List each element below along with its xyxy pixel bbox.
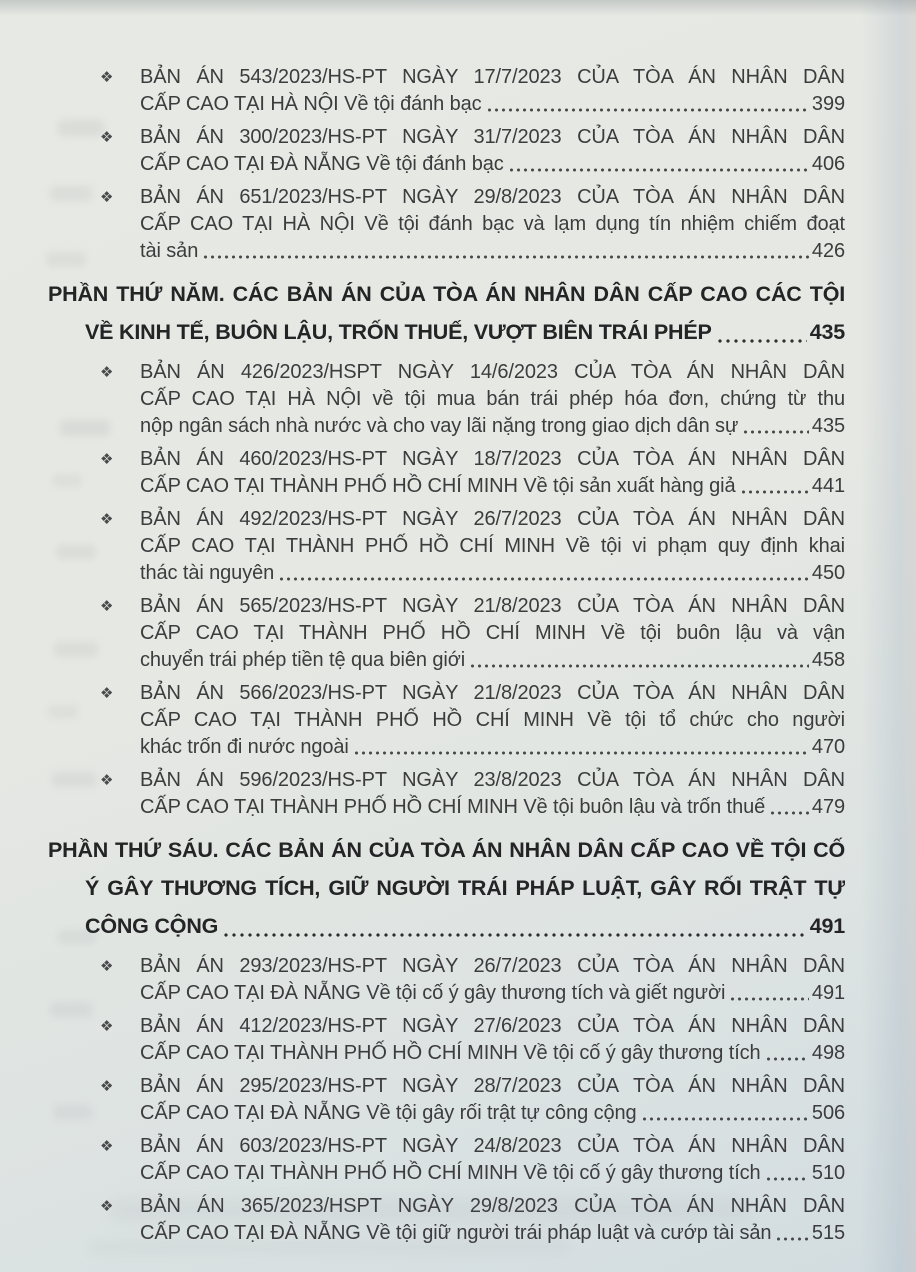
entry-text-line: BẢN ÁN 295/2023/HS-PT NGÀY 28/7/2023 CỦA TÒA ÁN NHÂN DÂN <box>140 1075 845 1097</box>
page-number: 426 <box>811 240 845 262</box>
toc-entry <box>48 680 845 761</box>
page-number: 458 <box>811 649 845 671</box>
entry-text-line: BẢN ÁN 365/2023/HSPT NGÀY 29/8/2023 CỦA TÒA ÁN NHÂN DÂN <box>140 1195 845 1217</box>
page-number: 450 <box>811 562 845 584</box>
entry-text-line: BẢN ÁN 293/2023/HS-PT NGÀY 26/7/2023 CỦA TÒA ÁN NHÂN DÂN <box>140 955 845 977</box>
diamond-bullet-icon: ❖ <box>100 451 114 468</box>
entry-text-line: BẢN ÁN 566/2023/HS-PT NGÀY 21/8/2023 CỦA TÒA ÁN NHÂN DÂN <box>140 682 845 704</box>
entry-text-line: CẤP CAO TẠI ĐÀ NẴNG Về tội cố ý gây thương tích và giết người <box>140 982 726 1004</box>
diamond-bullet-icon: ❖ <box>100 1078 114 1095</box>
dot-leader <box>729 996 809 1002</box>
entry-text-line: CẤP CAO TẠI ĐÀ NẴNG Về tội đánh bạc <box>140 153 504 175</box>
diamond-bullet-icon: ❖ <box>100 598 114 615</box>
toc-entry <box>48 506 845 587</box>
toc-entry <box>48 593 845 674</box>
toc-entry <box>48 64 845 118</box>
dot-leader <box>353 750 809 756</box>
toc-entry <box>48 1133 845 1187</box>
dot-leader <box>508 167 809 173</box>
diamond-bullet-icon: ❖ <box>100 129 114 146</box>
toc-entry <box>48 184 845 265</box>
entry-text-line: thác tài nguyên <box>140 562 275 584</box>
dot-leader <box>202 254 809 260</box>
toc-entry <box>48 1073 845 1127</box>
bleed-through-mark <box>52 772 96 787</box>
entry-text-line: CẤP CAO TẠI HÀ NỘI Về tội đánh bạc <box>140 93 482 115</box>
entry-text-line: CẤP CAO TẠI THÀNH PHỐ HỒ CHÍ MINH Về tội buôn lậu và trốn thuế <box>140 796 766 818</box>
page-number: 441 <box>811 475 845 497</box>
page-number: 506 <box>811 1102 845 1124</box>
entry-text-line: BẢN ÁN 543/2023/HS-PT NGÀY 17/7/2023 CỦA TÒA ÁN NHÂN DÂN <box>140 66 845 88</box>
diamond-bullet-icon: ❖ <box>100 1138 114 1155</box>
entry-text-line: CẤP CAO TẠI HÀ NỘI Về tội đánh bạc và lạm dụng tín nhiệm chiếm đoạt <box>140 213 845 235</box>
bleed-through-mark <box>54 642 98 657</box>
page-number: 498 <box>811 1042 845 1064</box>
dot-leader <box>716 338 807 344</box>
diamond-bullet-icon: ❖ <box>100 189 114 206</box>
entry-text-line: khác trốn đi nước ngoài <box>140 736 349 758</box>
bleed-through-mark <box>56 545 96 559</box>
bleed-through-mark <box>54 1105 92 1119</box>
bleed-through-mark <box>110 1198 750 1222</box>
bleed-through-mark <box>90 1240 570 1254</box>
page-number: 435 <box>811 415 845 437</box>
section-title-line: PHẦN THỨ NĂM. CÁC BẢN ÁN CỦA TÒA ÁN NHÂN DÂN CẤP CAO CÁC TỘI <box>48 282 845 306</box>
entry-text-line: CẤP CAO TẠI THÀNH PHỐ HỒ CHÍ MINH Về tội tổ chức cho người <box>140 709 845 731</box>
page-number: 399 <box>811 93 845 115</box>
dot-leader <box>765 1176 809 1182</box>
section-title-line: VỀ KINH TẾ, BUÔN LẬU, TRỐN THUẾ, VƯỢT BIÊN TRÁI PHÉP <box>85 320 712 344</box>
dot-leader <box>641 1116 809 1122</box>
entry-text-line: CẤP CAO TẠI HÀ NỘI về tội mua bán trái phép hóa đơn, chứng từ thu <box>140 388 845 410</box>
section-title-line: CÔNG CỘNG <box>85 914 219 938</box>
entry-text-line: BẢN ÁN 460/2023/HS-PT NGÀY 18/7/2023 CỦA TÒA ÁN NHÂN DÂN <box>140 448 845 470</box>
toc-entry <box>48 359 845 440</box>
entry-text-line: CẤP CAO TẠI THÀNH PHỐ HỒ CHÍ MINH Về tội cố ý gây thương tích <box>140 1162 761 1184</box>
dot-leader <box>278 576 809 582</box>
dot-leader <box>769 810 809 816</box>
page-number: 479 <box>811 796 845 818</box>
dot-leader <box>775 1236 808 1242</box>
section-heading-part-six <box>48 831 845 945</box>
bleed-through-mark <box>48 705 78 718</box>
dot-leader <box>740 489 809 495</box>
entry-text-line: BẢN ÁN 492/2023/HS-PT NGÀY 26/7/2023 CỦA TÒA ÁN NHÂN DÂN <box>140 508 845 530</box>
entry-text-line: chuyển trái phép tiền tệ qua biên giới <box>140 649 466 671</box>
page-number: 491 <box>811 982 845 1004</box>
entry-text-line: BẢN ÁN 565/2023/HS-PT NGÀY 21/8/2023 CỦA TÒA ÁN NHÂN DÂN <box>140 595 845 617</box>
bleed-through-mark <box>58 120 104 136</box>
page-number: 435 <box>809 320 845 344</box>
section-title-line: PHẦN THỨ SÁU. CÁC BẢN ÁN CỦA TÒA ÁN NHÂN DÂN CẤP CAO VỀ TỘI CỐ <box>48 838 845 862</box>
diamond-bullet-icon: ❖ <box>100 69 114 86</box>
page-number: 406 <box>811 153 845 175</box>
diamond-bullet-icon: ❖ <box>100 772 114 789</box>
page-number: 470 <box>811 736 845 758</box>
section-heading-part-five <box>48 275 845 351</box>
dot-leader <box>765 1056 809 1062</box>
toc-entry <box>48 446 845 500</box>
toc-entry <box>48 124 845 178</box>
entry-text-line: CẤP CAO TẠI ĐÀ NẴNG Về tội gây rối trật tự công cộng <box>140 1102 637 1124</box>
bleed-through-mark <box>52 474 82 487</box>
entry-text-line: BẢN ÁN 300/2023/HS-PT NGÀY 31/7/2023 CỦA TÒA ÁN NHÂN DÂN <box>140 126 845 148</box>
diamond-bullet-icon: ❖ <box>100 685 114 702</box>
toc-entry <box>48 1013 845 1067</box>
bleed-through-mark <box>50 1002 92 1017</box>
dot-leader <box>742 429 809 435</box>
toc-entry <box>48 767 845 821</box>
entry-text-line: BẢN ÁN 412/2023/HS-PT NGÀY 27/6/2023 CỦA TÒA ÁN NHÂN DÂN <box>140 1015 845 1037</box>
page-number: 515 <box>811 1222 845 1244</box>
entry-text-line: tài sản <box>140 240 199 262</box>
dot-leader <box>486 107 809 113</box>
bleed-through-mark <box>60 420 110 436</box>
entry-text-line: CẤP CAO TẠI THÀNH PHỐ HỒ CHÍ MINH Về tội sản xuất hàng giả <box>140 475 736 497</box>
dot-leader <box>222 932 807 938</box>
entry-text-line: BẢN ÁN 651/2023/HS-PT NGÀY 29/8/2023 CỦA TÒA ÁN NHÂN DÂN <box>140 186 845 208</box>
diamond-bullet-icon: ❖ <box>100 364 114 381</box>
dot-leader <box>469 663 809 669</box>
diamond-bullet-icon: ❖ <box>100 1018 114 1035</box>
section-title-line: Ý GÂY THƯƠNG TÍCH, GIỮ NGƯỜI TRÁI PHÁP LUẬT, GÂY RỐI TRẬT TỰ <box>85 876 845 900</box>
entry-text-line: CẤP CAO TẠI THÀNH PHỐ HỒ CHÍ MINH Về tội vi phạm quy định khai <box>140 535 845 557</box>
entry-text-line: nộp ngân sách nhà nước và cho vay lãi nặng trong giao dịch dân sự <box>140 415 739 437</box>
toc-entry <box>48 953 845 1007</box>
table-of-contents <box>48 64 845 1247</box>
entry-text-line: BẢN ÁN 603/2023/HS-PT NGÀY 24/8/2023 CỦA TÒA ÁN NHÂN DÂN <box>140 1135 845 1157</box>
page-number: 510 <box>811 1162 845 1184</box>
entry-text-line: CẤP CAO TẠI THÀNH PHỐ HỒ CHÍ MINH Về tội cố ý gây thương tích <box>140 1042 761 1064</box>
bleed-through-mark <box>50 186 92 201</box>
entry-text-line: BẢN ÁN 426/2023/HSPT NGÀY 14/6/2023 CỦA TÒA ÁN NHÂN DÂN <box>140 361 845 383</box>
bleed-through-mark <box>58 930 96 944</box>
entry-text-line: CẤP CAO TẠI ĐÀ NẴNG Về tội giữ người trái pháp luật và cướp tài sản <box>140 1222 772 1244</box>
diamond-bullet-icon: ❖ <box>100 1198 114 1215</box>
diamond-bullet-icon: ❖ <box>100 511 114 528</box>
bleed-through-mark <box>46 252 86 267</box>
diamond-bullet-icon: ❖ <box>100 958 114 975</box>
entry-text-line: BẢN ÁN 596/2023/HS-PT NGÀY 23/8/2023 CỦA TÒA ÁN NHÂN DÂN <box>140 769 845 791</box>
page-number: 491 <box>809 914 845 938</box>
entry-text-line: CẤP CAO TẠI THÀNH PHỐ HỒ CHÍ MINH Về tội buôn lậu và vận <box>140 622 845 644</box>
